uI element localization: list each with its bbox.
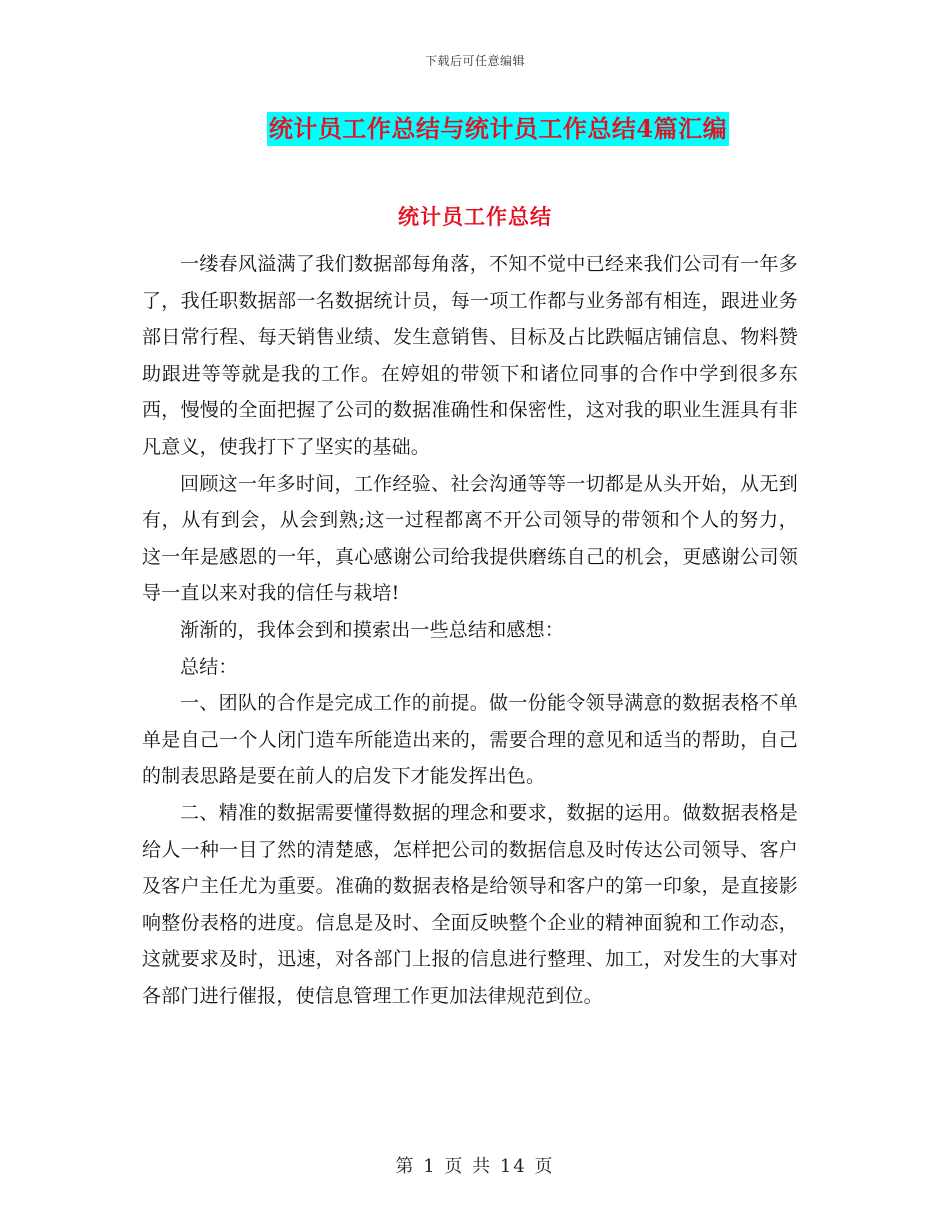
- document-title-container: [0, 112, 950, 146]
- paragraph: 回顾这一年多时间，工作经验、社会沟通等等一切都是从头开始，从无到有，从有到会，从会到熟;这一过程都离不开公司领导的带领和个人的努力，这一年是感恩的一年，真心感谢公司给我提供磨练自己的机会，更感谢公司领导一直以来对我的信任与栽培!: [142, 472, 798, 605]
- header-note: 下载后可任意编辑: [424, 54, 525, 68]
- paragraph: 一、团队的合作是完成工作的前提。做一份能令领导满意的数据表格不单单是自己一个人闭门造车所能造出来的，需要合理的意见和适当的帮助，自己的制表思路是要在前人的启发下才能发挥出色。: [142, 692, 798, 788]
- paragraph: 二、精准的数据需要懂得数据的理念和要求，数据的运用。做数据表格是给人一种一目了然的清楚感，怎样把公司的数据信息及时传达公司领导、客户及客户主任尤为重要。准确的数据表格是给领导和客户的第一印象，是直接影响整份表格的进度。信息是及时、全面反映整个企业的精神面貌和工作动态，这就要求及时，迅速，对各部门上报的信息进行整理、加工，对发生的大事对各部门进行催报，使信息管理工作更加法律规范到位。: [142, 801, 798, 1007]
- paragraph: 渐渐的，我体会到和摸索出一些总结和感想：: [180, 618, 565, 641]
- document-title: 统计员工作总结与统计员工作总结4篇汇编: [267, 112, 729, 146]
- body-text: [142, 246, 798, 1014]
- paragraph: 一缕春风溢满了我们数据部每角落，不知不觉中已经来我们公司有一年多了，我任职数据部一名数据统计员，每一项工作都与业务部有相连，跟进业务部日常行程、每天销售业绩、发生意销售、目标及占比跌幅店铺信息、物料赞助跟进等等就是我的工作。在婷姐的带领下和诸位同事的合作中学到很多东西，慢慢的全面把握了公司的数据准确性和保密性，这对我的职业生涯具有非凡意义，使我打下了坚实的基础。: [142, 253, 798, 458]
- page-indicator: 第 1 页 共 14 页: [395, 1156, 555, 1177]
- paragraph: 总结：: [180, 655, 238, 678]
- section-title: 统计员工作总结: [398, 204, 552, 229]
